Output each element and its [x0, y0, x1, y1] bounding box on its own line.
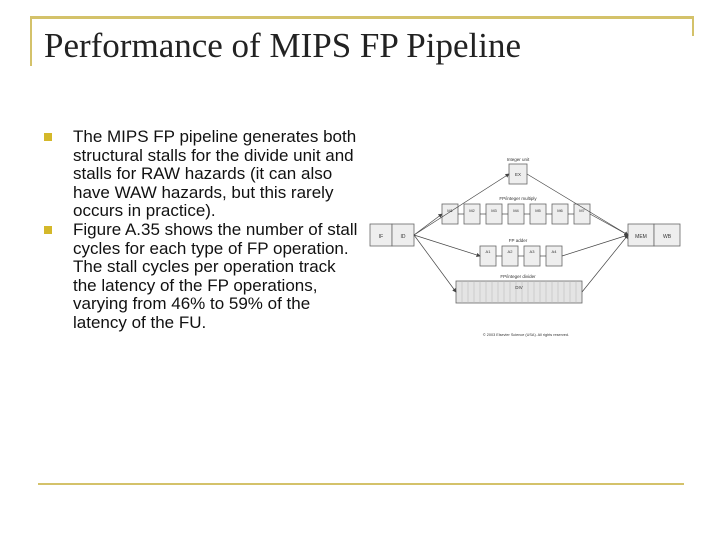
- bullet-text: The MIPS FP pipeline generates both structural stalls for the divide unit and stalls for RAW hazards (it can also have WAW hazards, but this rarely occurs in practice).: [73, 127, 357, 221]
- multiply-unit-label: FP/integer multiply: [499, 196, 537, 201]
- m4-label: M4: [513, 208, 519, 213]
- pipeline-figure: [366, 152, 686, 342]
- id-stage-label: ID: [400, 234, 406, 240]
- m3-box: [486, 204, 502, 224]
- figure-copyright: © 2003 Elsevier Science (USA). All rights reserved.: [482, 333, 570, 337]
- m6-label: M6: [557, 208, 563, 213]
- a2-label: A2: [507, 249, 513, 254]
- m4-box: [508, 204, 524, 224]
- m5-box: [530, 204, 546, 224]
- ex-stage-label: EX: [514, 172, 522, 177]
- m5-label: M5: [535, 208, 541, 213]
- bullet-list: [40, 128, 360, 333]
- bullet-item: [40, 221, 360, 333]
- m2-box: [464, 204, 480, 224]
- square-bullet-icon: [44, 226, 52, 234]
- top-rule: [30, 16, 694, 19]
- m7-label: M7: [579, 208, 585, 213]
- adder-unit-label: FP adder: [508, 238, 528, 243]
- m1-label: M1: [447, 208, 453, 213]
- m2-label: M2: [469, 208, 475, 213]
- bottom-rule: [38, 483, 684, 485]
- mem-stage-label: MEM: [635, 234, 647, 240]
- integer-unit-label: Integer unit: [506, 157, 530, 162]
- a4-label: A4: [551, 249, 557, 254]
- square-bullet-icon: [44, 133, 52, 141]
- wb-stage-label: WB: [662, 234, 672, 240]
- right-rule: [692, 16, 694, 36]
- bullet-text: Figure A.35 shows the number of stall cycles for each type of FP operation. The stall cycles per operation track the latency of the FP operations, varying from 46% to 59% of the latency of the FU.: [73, 219, 358, 332]
- if-stage-label: IF: [378, 234, 384, 240]
- divider-unit-label: FP/integer divider: [500, 274, 536, 279]
- left-rule: [30, 16, 32, 66]
- slide-title: Performance of MIPS FP Pipeline: [44, 26, 521, 65]
- a3-label: A3: [529, 249, 535, 254]
- pipeline-diagram: [366, 152, 686, 342]
- m6-box: [552, 204, 568, 224]
- multiply-stages: [442, 204, 590, 224]
- bullet-item: [40, 128, 360, 221]
- m1-box: [442, 204, 458, 224]
- a1-label: A1: [485, 249, 491, 254]
- div-unit-label: DIV: [515, 285, 523, 290]
- m3-label: M3: [491, 208, 497, 213]
